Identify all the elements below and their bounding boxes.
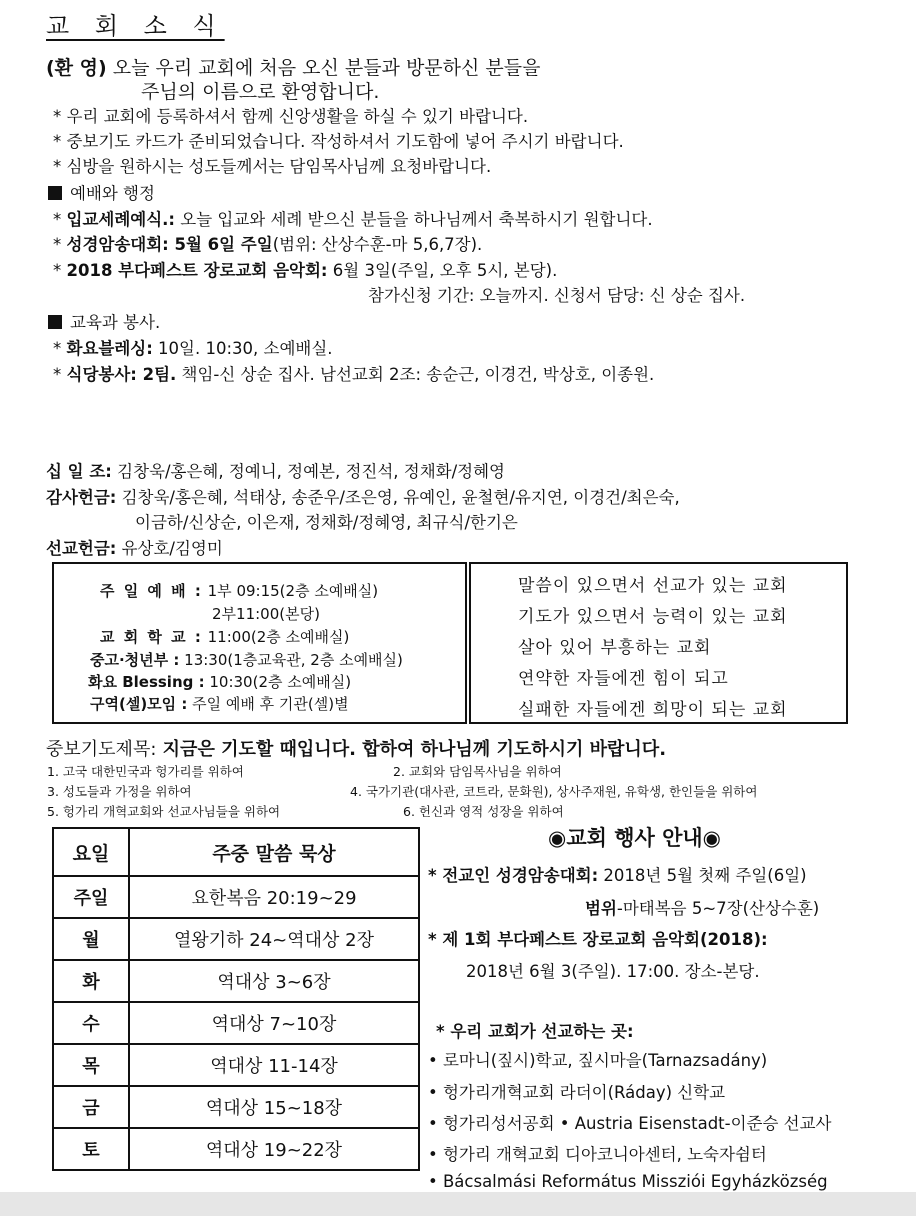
welcome-line-1 bbox=[46, 53, 540, 80]
weekly-reading-table bbox=[52, 827, 420, 1171]
reading-cell: 요한복음 20:19~29 bbox=[129, 876, 419, 918]
worship-item: * 입교세례예식.: 오늘 입교와 세례 받으신 분들을 하나님께서 축복하시기 원합니다. bbox=[53, 210, 653, 229]
mission-offering-line: 선교헌금: 유상호/김영미 bbox=[46, 539, 223, 558]
tithe-line: 십 일 조: 김창욱/홍은혜, 정예니, 정예본, 정진석, 정채화/정혜영 bbox=[46, 462, 505, 481]
thanks-line-1: 감사헌금: 김창욱/홍은혜, 석태상, 송준우/조은영, 유예인, 윤철현/유지연, 이경건/최은숙, bbox=[46, 488, 680, 507]
thanks-line-2: 이금하/신상순, 이은재, 정채화/정혜영, 최규식/한기은 bbox=[135, 513, 518, 532]
reading-cell: 역대상 11-14장 bbox=[129, 1044, 419, 1086]
welcome-note: * 우리 교회에 등록하셔서 함께 신앙생활을 하실 수 있기 바랍니다. bbox=[53, 107, 529, 126]
table-row bbox=[53, 918, 419, 960]
motto-line: 기도가 있으면서 능력이 있는 교회 bbox=[518, 607, 788, 627]
table-header-row bbox=[53, 828, 419, 876]
prayer-item: 3. 성도들과 가정을 위하여 bbox=[47, 784, 192, 799]
service-row: 2부11:00(본당) bbox=[212, 605, 320, 623]
prayer-item: 6. 헌신과 영적 성장을 위하여 bbox=[403, 804, 564, 819]
reading-cell: 역대상 7~10장 bbox=[129, 1002, 419, 1044]
events-title: ◉교회 행사 안내◉ bbox=[548, 826, 721, 850]
education-item: * 식당봉사: 2팀. 책임-신 상순 집사. 남선교회 2조: 송순근, 이경건, 박상호, 이종원. bbox=[53, 365, 655, 384]
event-2-title: * 제 1회 부다페스트 장로교회 음악회(2018): bbox=[428, 930, 768, 949]
square-bullet-icon bbox=[48, 186, 62, 200]
table-row bbox=[53, 1086, 419, 1128]
day-cell: 화 bbox=[53, 960, 129, 1002]
service-row: 교 회 학 교 : 11:00(2층 소예배실) bbox=[100, 628, 350, 646]
welcome-label: (환 영) bbox=[46, 57, 107, 79]
day-cell: 목 bbox=[53, 1044, 129, 1086]
reading-cell: 역대상 19~22장 bbox=[129, 1128, 419, 1170]
column-header-reading: 주중 말씀 묵상 bbox=[129, 828, 419, 876]
worship-item: * 성경암송대회: 5월 6일 주일(범위: 산상수훈-마 5,6,7장). bbox=[53, 235, 483, 254]
table-row bbox=[53, 960, 419, 1002]
prayer-item: 4. 국가기관(대사관, 코트라, 문화원), 상사주재원, 유학생, 한인들을 위하여 bbox=[350, 784, 758, 799]
table-row bbox=[53, 1044, 419, 1086]
mission-place: • 헝가리개혁교회 라더이(Ráday) 신학교 bbox=[428, 1083, 726, 1102]
welcome-note: * 중보기도 카드가 준비되었습니다. 작성하셔서 기도함에 넣어 주시기 바랍니다. bbox=[53, 132, 624, 151]
mission-place: • 로마니(짚시)학교, 짚시마을(Tarnazsadány) bbox=[428, 1051, 768, 1070]
event-1: * 전교인 성경암송대회: 2018년 5월 첫째 주일(6일) bbox=[428, 866, 807, 885]
prayer-item: 1. 고국 대한민국과 헝가리를 위하여 bbox=[47, 764, 244, 779]
motto-line: 살아 있어 부흥하는 교회 bbox=[518, 638, 712, 658]
reading-cell: 역대상 3~6장 bbox=[129, 960, 419, 1002]
service-times-box bbox=[52, 562, 467, 724]
service-row: 중고·청년부 : 13:30(1층교육관, 2층 소예배실) bbox=[90, 651, 403, 669]
worship-item: * 2018 부다페스트 장로교회 음악회: 6월 3일(주일, 오후 5시, 본당). bbox=[53, 261, 558, 280]
motto-line: 실패한 자들에겐 희망이 되는 교회 bbox=[518, 700, 788, 720]
table-row bbox=[53, 1002, 419, 1044]
education-item: * 화요블레싱: 10일. 10:30, 소예배실. bbox=[53, 339, 333, 358]
motto-line: 연약한 자들에겐 힘이 되고 bbox=[518, 669, 729, 689]
section-header-education: 교육과 봉사. bbox=[48, 309, 160, 333]
day-cell: 월 bbox=[53, 918, 129, 960]
motto-line: 말씀이 있으면서 선교가 있는 교회 bbox=[518, 576, 788, 596]
table-row bbox=[53, 876, 419, 918]
day-cell: 주일 bbox=[53, 876, 129, 918]
concert-note: 참가신청 기간: 오늘까지. 신청서 담당: 신 상순 집사. bbox=[368, 286, 746, 305]
page-bottom-shadow bbox=[0, 1192, 916, 1216]
day-cell: 수 bbox=[53, 1002, 129, 1044]
mission-place: • 헝가리성서공회 • Austria Eisenstadt-이준승 선교사 bbox=[428, 1114, 832, 1133]
reading-cell: 열왕기하 24~역대상 2장 bbox=[129, 918, 419, 960]
welcome-text-2: 주님의 이름으로 환영합니다. bbox=[141, 81, 380, 103]
event-1-range: 범위-마태복음 5~7장(산상수훈) bbox=[585, 899, 820, 918]
service-row: 화요 Blessing : 10:30(2층 소예배실) bbox=[88, 673, 352, 691]
church-motto-box bbox=[469, 562, 848, 724]
section-header-worship: 예배와 행정 bbox=[48, 180, 155, 204]
mission-place: • 헝가리 개혁교회 디아코니아센터, 노숙자쉼터 bbox=[428, 1145, 767, 1164]
welcome-text-1: 오늘 우리 교회에 처음 오신 분들과 방문하신 분들을 bbox=[112, 57, 541, 79]
prayer-headline: 중보기도제목: 지금은 기도할 때입니다. 합하여 하나님께 기도하시기 바랍니다. bbox=[46, 739, 667, 760]
service-row: 주 일 예 배 : 1부 09:15(2층 소예배실) bbox=[100, 582, 379, 600]
prayer-item: 2. 교회와 담임목사님을 위하여 bbox=[393, 764, 562, 779]
page-title: 교 회 소 식 bbox=[46, 12, 225, 40]
day-cell: 토 bbox=[53, 1128, 129, 1170]
mission-place: • Bácsalmási Református Missziói Egyházközség bbox=[428, 1172, 828, 1191]
welcome-note: * 심방을 원하시는 성도들께서는 담임목사님께 요청바랍니다. bbox=[53, 157, 492, 176]
square-bullet-icon bbox=[48, 315, 62, 329]
table-row bbox=[53, 1128, 419, 1170]
column-header-day: 요일 bbox=[53, 828, 129, 876]
event-2-detail: 2018년 6월 3(주일). 17:00. 장소-본당. bbox=[466, 962, 760, 981]
mission-places-title: * 우리 교회가 선교하는 곳: bbox=[436, 1022, 634, 1041]
service-row: 구역(셀)모임 : 주일 예배 후 기관(셀)별 bbox=[90, 695, 349, 713]
reading-cell: 역대상 15~18장 bbox=[129, 1086, 419, 1128]
day-cell: 금 bbox=[53, 1086, 129, 1128]
prayer-item: 5. 헝가리 개혁교회와 선교사님들을 위하여 bbox=[47, 804, 281, 819]
